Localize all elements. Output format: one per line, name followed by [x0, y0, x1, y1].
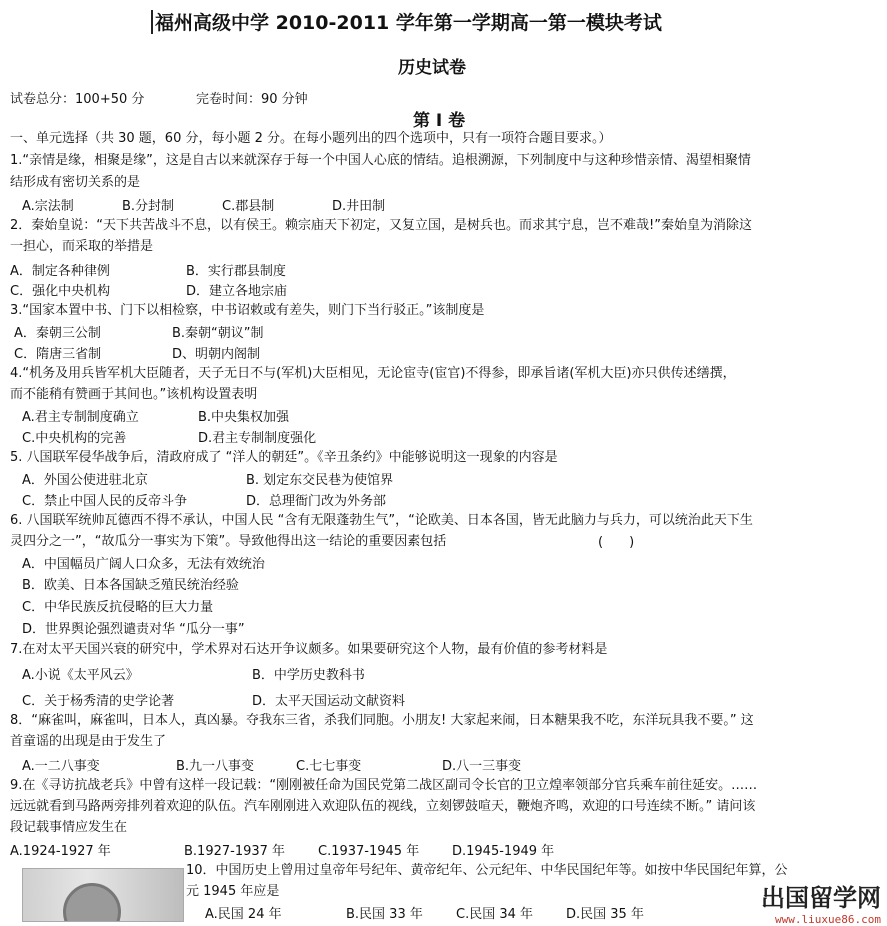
q8-option-b: B.九一八事变	[176, 759, 255, 774]
photo-figure	[63, 883, 121, 922]
q6-stem-line2: 灵四分之一”，“故瓜分一事实为下策”。导致他得出这一结论的重要因素包括	[10, 534, 447, 549]
q10-stem-line1: 10．中国历史上曾用过皇帝年号纪年、黄帝纪年、公元纪年、中华民国纪年等。如按中华民国纪年算，公	[186, 863, 788, 878]
watermark-logo	[761, 878, 881, 926]
q4-stem-line1: 4.“机务及用兵皆军机大臣随者，天子无日不与(军机)大臣相见，无论宦寺(宦官)不得参，即承旨诸(军机大臣)亦只供传述缮撰，	[10, 366, 736, 381]
q3-option-d: D、明朝内阁制	[172, 347, 261, 362]
q4-option-d: D.君主专制制度强化	[198, 431, 317, 446]
q6-option-c: C．中华民族反抗侵略的巨大力量	[22, 600, 214, 615]
total-score: 试卷总分：100+50 分	[10, 92, 145, 107]
q1-stem-line2: 结形成有密切关系的是	[10, 175, 141, 190]
q4-stem-line2: 而不能稍有赞画于其间也。”该机构设置表明	[10, 387, 258, 402]
q3-option-a: A．秦朝三公制	[14, 326, 101, 341]
q10-option-c: C.民国 34 年	[456, 907, 534, 922]
q6-stem-line1: 6. 八国联军统帅瓦德西不得不承认，中国人民 “含有无限蓬勃生气”，“论欧美、日本各国，皆无此脑力与兵力，可以统治此天下生	[10, 513, 753, 528]
part-heading: 第 I 卷	[413, 111, 466, 131]
q2-option-a: A．制定各种律例	[10, 264, 110, 279]
q5-option-d: D．总理衙门改为外务部	[246, 494, 387, 509]
q8-stem-line1: 8．“麻雀叫，麻雀叫，日本人，真凶暴。夺我东三省，杀我们同胞。小朋友! 大家起来闹，日本糖果我不吃，东洋玩具我不要。” 这	[10, 713, 754, 728]
q1-stem-line1: 1.“亲情是缘，相聚是缘”，这是自古以来就深存于每一个中国人心底的情结。追根溯源，下列制度中与这种珍惜亲情、渴望相聚情	[10, 153, 751, 168]
watermark-url: www.liuxue86.com	[775, 913, 881, 926]
embedded-photo	[22, 868, 184, 922]
q7-option-a: A.小说《太平风云》	[22, 668, 139, 683]
q4-option-b: B.中央集权加强	[198, 410, 290, 425]
q7-option-c: C．关于杨秀清的史学论著	[22, 694, 175, 709]
q6-option-a: A．中国幅员广阔人口众多，无法有效统治	[22, 557, 265, 572]
q4-option-a: A.君主专制制度确立	[22, 410, 139, 425]
q2-stem-line2: 一担心，而采取的举措是	[10, 239, 154, 254]
q10-option-b: B.民国 33 年	[346, 907, 423, 922]
q1-option-b: B.分封制	[122, 199, 175, 214]
q6-option-d: D．世界舆论强烈谴责对华 “瓜分一事”	[22, 622, 245, 637]
q9-stem-line1: 9.在《寻访抗战老兵》中曾有这样一段记载：“刚刚被任命为国民党第二战区副司令长官的卫立煌率领部分官兵乘车前往延安。……	[10, 778, 758, 793]
exam-title: 福州高级中学 2010-2011 学年第一学期高一第一模块考试	[155, 8, 662, 35]
q1-option-a: A.宗法制	[22, 199, 74, 214]
q3-option-b: B.秦朝“朝议”制	[172, 326, 264, 341]
q8-option-c: C.七七事变	[296, 759, 362, 774]
q1-option-d: D.井田制	[332, 199, 386, 214]
exam-subtitle: 历史试卷	[398, 58, 466, 78]
q5-option-a: A．外国公使进驻北京	[22, 473, 148, 488]
exam-time: 完卷时间：90 分钟	[196, 92, 308, 107]
q2-stem-line1: 2．秦始皇说：“天下共苦战斗不息，以有侯王。赖宗庙天下初定，又复立国，是树兵也。而求其宁息，岂不难哉!”秦始皇为消除这	[10, 218, 752, 233]
q5-stem-line1: 5. 八国联军侵华战争后，清政府成了 “洋人的朝廷”。《辛丑条约》中能够说明这一现象的内容是	[10, 450, 558, 465]
q10-option-a: A.民国 24 年	[205, 907, 282, 922]
q7-option-d: D．太平天国运动文献资料	[252, 694, 406, 709]
q2-option-c: C．强化中央机构	[10, 284, 111, 299]
q6-option-b: B．欧美、日本各国缺乏殖民统治经验	[22, 578, 239, 593]
q1-option-c: C.郡县制	[222, 199, 275, 214]
q9-option-d: D.1945-1949 年	[452, 844, 555, 859]
q7-option-b: B．中学历史教科书	[252, 668, 365, 683]
q6-answer-blank: ( )	[598, 535, 635, 550]
q8-option-a: A.一二八事变	[22, 759, 100, 774]
q9-stem-line3: 段记载事情应发生在	[10, 820, 128, 835]
q7-stem-line1: 7.在对太平天国兴衰的研究中，学术界对石达开争议颇多。如果要研究这个人物，最有价值的参考材料是	[10, 642, 608, 657]
q8-option-d: D.八一三事变	[442, 759, 522, 774]
watermark-name: 出国留学网	[761, 884, 881, 912]
q9-option-b: B.1927-1937 年	[184, 844, 286, 859]
q4-option-c: C.中央机构的完善	[22, 431, 127, 446]
section-instructions: 一、单元选择（共 30 题，60 分，每小题 2 分。在每小题列出的四个选项中，只有一项符合题目要求。）	[10, 131, 612, 146]
q9-stem-line2: 远远就看到马路两旁排列着欢迎的队伍。汽车刚刚进入欢迎队伍的视线，立刻锣鼓喧天，鞭炮齐鸣，欢迎的口号连续不断。” 请问该	[10, 799, 756, 814]
q2-option-d: D．建立各地宗庙	[186, 284, 288, 299]
q9-option-a: A.1924-1927 年	[10, 844, 111, 859]
q2-option-b: B．实行郡县制度	[186, 264, 286, 279]
q8-stem-line2: 首童谣的出现是由于发生了	[10, 734, 167, 749]
q3-option-c: C．隋唐三省制	[14, 347, 102, 362]
q3-stem-line1: 3.“国家本置中书、门下以相检察，中书诏敕或有差失，则门下当行驳正。”该制度是	[10, 303, 485, 318]
q9-option-c: C.1937-1945 年	[318, 844, 420, 859]
q5-option-c: C．禁止中国人民的反帝斗争	[22, 494, 188, 509]
q10-option-d: D.民国 35 年	[566, 907, 644, 922]
q5-option-b: B. 划定东交民巷为使馆界	[246, 473, 394, 488]
q10-stem-line2: 元 1945 年应是	[186, 884, 280, 899]
